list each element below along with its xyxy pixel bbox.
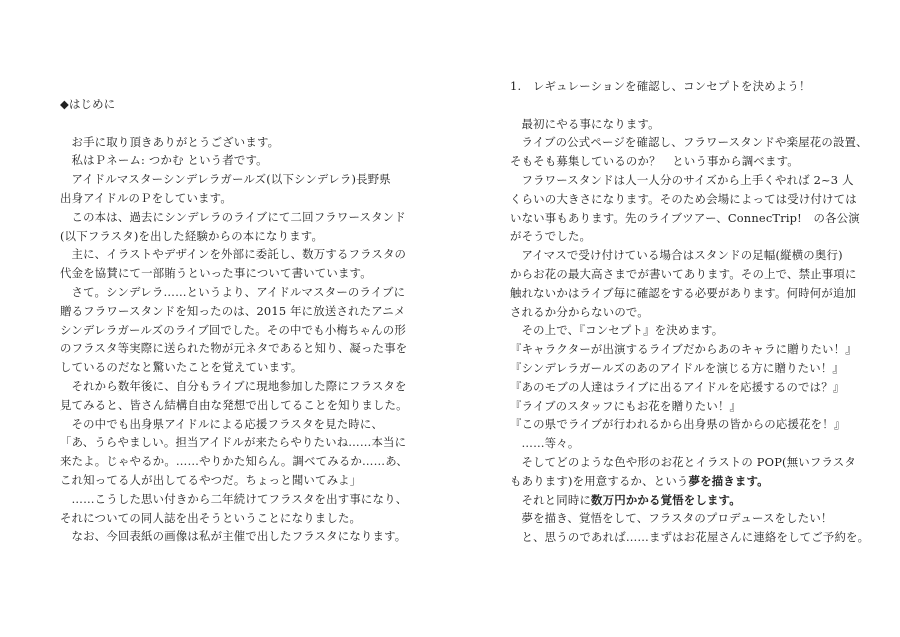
quote-line: 『キャラクターが出演するライブだからあのキャラに贈りたい！』 — [510, 342, 857, 357]
paragraph-line: さて。シンデレラ……というより、アイドルマスターのライブに — [71, 284, 406, 299]
paragraph-line: 出身アイドルのＰをしています。 — [60, 190, 232, 205]
paragraph-line: されるか分からないので。 — [510, 304, 649, 319]
quote-line: 『この県でライブが行われるから出身県の皆からの応援花を！』 — [510, 417, 846, 432]
quote-line: 『ライブのスタッフにもお花を贈りたい！』 — [510, 398, 742, 413]
paragraph-line: 夢を描き、覚悟をして、フラスタのプロデュースをしたい！ — [521, 511, 833, 526]
spacer — [510, 96, 860, 115]
section-heading: 1. レギュレーションを確認し、コンセプトを決めよう！ — [510, 79, 811, 93]
section-heading: ◆はじめに — [60, 97, 116, 111]
paragraph-line: ライブの公式ページを確認し、フラワースタンドや楽屋花の設置、 — [521, 135, 868, 150]
quote-line: 『あのモブの人達はライブに出るアイドルを応援するのでは？』 — [510, 379, 845, 394]
paragraph-line: 「あ、うらやましい。担当アイドルが来たらやりたいね……本当に — [60, 435, 407, 450]
paragraph-line: 代金を協賛にて一部賄うといった事について書いています。 — [60, 266, 372, 281]
paragraph-line: くらいの大きさになります。そのため会場によっては受け付けては — [510, 191, 857, 206]
left-text-column — [60, 95, 408, 546]
paragraph-line: 私はＰネーム: つかむ という者です。 — [71, 153, 268, 168]
paragraph-line: 来たよ。じゃやるか。……やりかた知らん。調べてみるか……あ、 — [60, 454, 408, 469]
paragraph-line: と、思うのであれば……まずはお花屋さんに連絡をしてご予約を。 — [521, 530, 870, 545]
paragraph-line: のフラスタ等実際に送られた物が元ネタであると知り、凝った事を — [60, 341, 408, 356]
paragraph-line: からお花の最大高さまでが書いてあります。その上で、禁止事項に — [510, 266, 857, 281]
paragraph-line: そしてどのような色や形のお花とイラストの POP(無いフラスタ — [521, 454, 856, 469]
paragraph-line — [510, 472, 860, 491]
paragraph-line: がそうでした。 — [510, 229, 592, 244]
paragraph-line: 主に、イラストやデザインを外部に委託し、数万するフラスタの — [71, 247, 407, 262]
paragraph-line: アイドルマスターシンデレラガールズ(以下シンデレラ)長野県 — [71, 172, 391, 187]
paragraph-line: その中でも出身県アイドルによる応援フラスタを見た時に、 — [71, 416, 384, 431]
paragraph-line: ……等々。 — [521, 436, 580, 451]
paragraph-line: なお、今回表紙の画像は私が主催で出したフラスタになります。 — [71, 529, 407, 544]
paragraph-line: お手に取り頂きありがとうございます。 — [71, 134, 280, 149]
paragraph-line: 贈るフラワースタンドを知ったのは、2015 年に放送されたアニメ — [60, 303, 406, 318]
paragraph-line: ……こうした思い付きから二年続けてフラスタを出す事になり、 — [71, 491, 408, 506]
paragraph-line: これ知ってる人が出してるやつだ。ちょっと聞いてみよ」 — [60, 472, 362, 487]
paragraph-text: それと同時に — [521, 492, 592, 507]
paragraph-line: その上で、『コンセプト』を決めます。 — [521, 323, 724, 338]
paragraph-line: いない事もあります。先のライブツアー、ConnecTrip! の各公演 — [510, 210, 860, 225]
right-text-column — [510, 77, 870, 547]
paragraph-line: それについての同人誌を出そうということになりました。 — [60, 510, 362, 525]
paragraph-line: 見てみると、皆さん結構自由な発想で出してることを知りました。 — [60, 397, 408, 412]
paragraph-line: フラワースタンドは人一人分のサイズから上手くやれば 2~3 人 — [521, 172, 854, 187]
paragraph-line: しているのだなと驚いたことを覚えています。 — [60, 360, 303, 375]
right-page — [450, 0, 900, 637]
paragraph-line: シンデレラガールズのライブ回でした。その中でも小梅ちゃんの形 — [60, 322, 406, 337]
paragraph-line: (以下フラスタ)を出した経験からの本になります。 — [60, 228, 324, 243]
paragraph-text: もあります)を用意するか、という — [510, 473, 689, 488]
paragraph-line — [510, 491, 860, 510]
paragraph-line: そもそも募集しているのか？ という事から調べます。 — [510, 154, 799, 169]
quote-line: 『シンデレラガールズのあのアイドルを演じる方に贈りたい！』 — [510, 360, 845, 375]
paragraph-line: 最初にやる事になります。 — [521, 116, 660, 131]
spacer — [60, 114, 405, 133]
emphasis-text: 数万円かかる覚悟をします。 — [591, 492, 741, 507]
paragraph-line: アイマスで受け付けている場合はスタンドの足幅(縦横の奥行) — [521, 248, 843, 263]
paragraph-line: 触れないかはライブ毎に確認をする必要があります。何時何が追加 — [510, 285, 857, 300]
emphasis-text: 夢を描きます。 — [688, 473, 769, 488]
paragraph-line: それから数年後に、自分もライブに現地参加した際にフラスタを — [71, 378, 407, 393]
paragraph-line: この本は、過去にシンデレラのライブにて二回フラワースタンド — [71, 209, 406, 224]
